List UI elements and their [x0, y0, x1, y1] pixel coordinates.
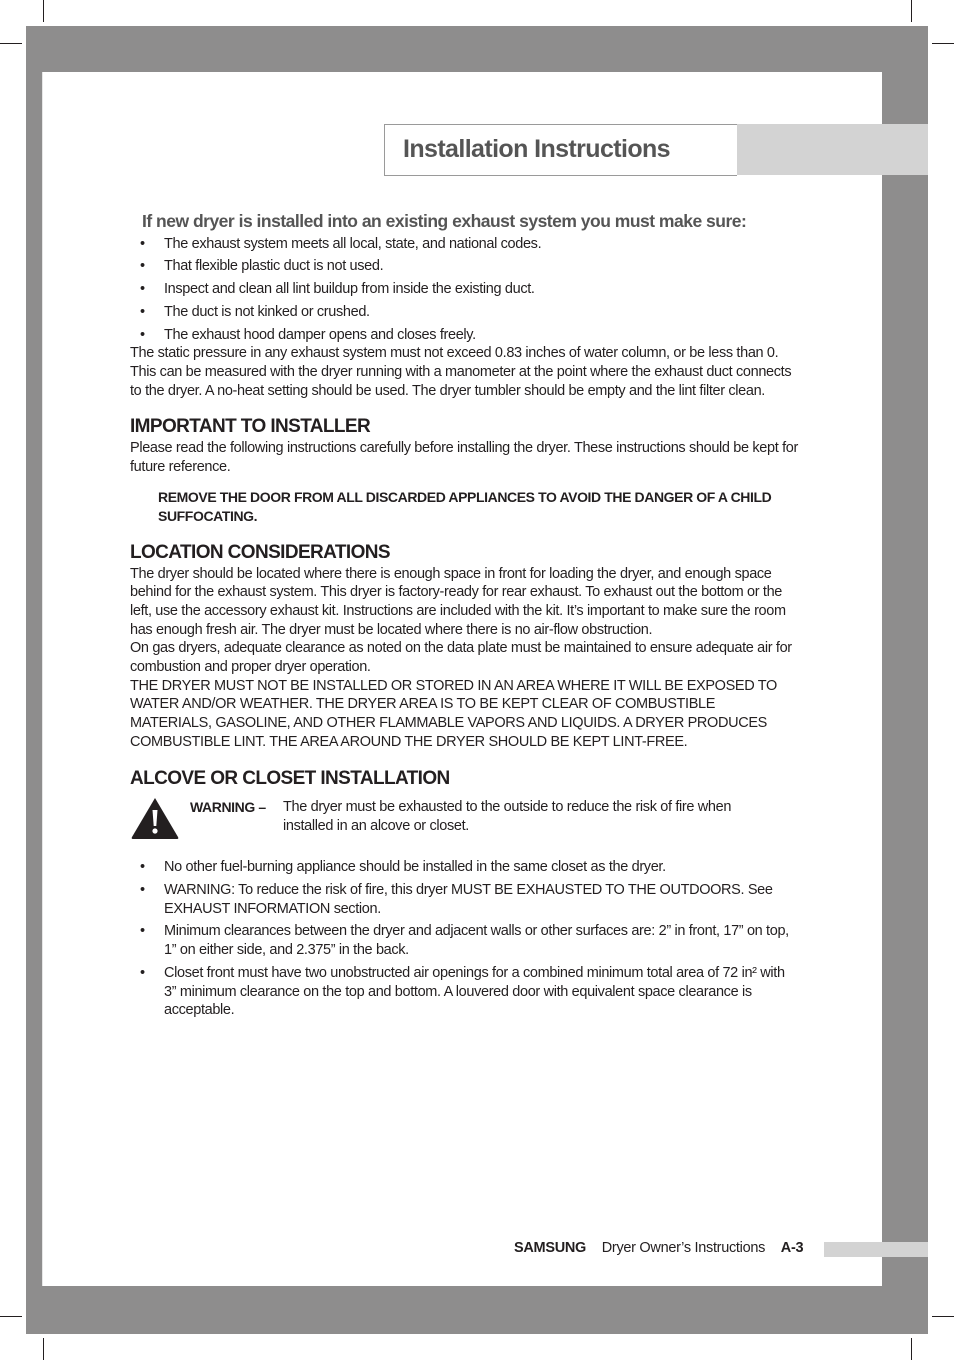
static-pressure-paragraph: The static pressure in any exhaust system must not exceed 0.83 inches of water column, or be less than 0. This can be measured with the dryer running with a manometer at the point where the exhaust duct connects to the dryer. A no-heat setting should be used. The dryer tumbler should be empty and the lint filter clean.	[130, 345, 792, 399]
important-heading: IMPORTANT TO INSTALLER	[130, 416, 371, 438]
list-item: • The exhaust system meets all local, state, and national codes.	[130, 235, 800, 254]
footer	[514, 1240, 803, 1260]
warning-label: WARNING –	[190, 799, 266, 816]
bottom-frame-band	[26, 1286, 928, 1334]
warning-text: The dryer must be exhausted to the outside to reduce the risk of fire when installed in an alcove or closet.	[283, 799, 732, 834]
list-item: • The exhaust hood damper opens and closes freely.	[130, 326, 800, 345]
page-title: Installation Instructions	[403, 135, 670, 163]
list-item: • Minimum clearances between the dryer and adjacent walls or other surfaces are: 2” in front, 17” on top, 1” on either side, and 2.375” in the back.	[130, 922, 800, 959]
alcove-heading: ALCOVE OR CLOSET INSTALLATION	[130, 767, 450, 789]
left-frame-band	[26, 26, 42, 1334]
crop-mark	[932, 43, 954, 44]
crop-mark	[0, 1316, 22, 1317]
alcove-requirements-list	[130, 858, 800, 1020]
list-item: • Inspect and clean all lint buildup from inside the existing duct.	[130, 280, 800, 299]
list-item: • No other fuel-burning appliance should be installed in the same closet as the dryer.	[130, 858, 800, 877]
list-item: • Closet front must have two unobstructed air openings for a combined minimum total area of 72 in² with 3” minimum clearance on the top and bottom. A louvered door with equivalent space clearance is acceptable.	[130, 964, 800, 1020]
important-paragraph: Please read the following instructions carefully before installing the dryer. These instructions should be kept for future reference.	[130, 440, 798, 475]
location-heading: LOCATION CONSIDERATIONS	[130, 541, 390, 563]
list-item: • That flexible plastic duct is not used.	[130, 257, 800, 276]
left-edge-line	[42, 72, 43, 1286]
page-number: A-3	[780, 1240, 804, 1256]
exhaust-lead: If new dryer is installed into an existing exhaust system you must make sure:	[142, 211, 747, 231]
footer-brand: SAMSUNG	[514, 1240, 587, 1256]
crop-mark	[911, 1338, 912, 1360]
storage-warning-paragraph: THE DRYER MUST NOT BE INSTALLED OR STORED IN AN AREA WHERE IT WILL BE EXPOSED TO WATER AND/OR WEATHER. THE DRYER AREA IS TO BE KEPT CLEAR OF COMBUSTIBLE MATERIALS, GASOLINE, AND OTHER FLAMMABLE VAPORS AND LIQUIDS. A DRYER PRODUCES COMBUSTIBLE LINT. THE AREA AROUND THE DRYER SHOULD BE KEPT LINT-FREE.	[130, 677, 777, 750]
crop-mark	[43, 1338, 44, 1360]
gas-clearance-paragraph: On gas dryers, adequate clearance as noted on the data plate must be maintained to ensure adequate air for combustion and proper dryer operation.	[130, 640, 792, 676]
warning-block	[130, 794, 800, 858]
door-caution: REMOVE THE DOOR FROM ALL DISCARDED APPLIANCES TO AVOID THE DANGER OF A CHILD SUFFOCATING.	[158, 489, 772, 525]
exhaust-checklist	[130, 235, 800, 345]
list-item: • WARNING: To reduce the risk of fire, this dryer MUST BE EXHAUSTED TO THE OUTDOORS. See EXHAUST INFORMATION section.	[130, 881, 800, 918]
title-accent-bar	[737, 124, 928, 175]
crop-mark	[0, 43, 22, 44]
crop-mark	[43, 0, 44, 22]
footer-doc-title: Dryer Owner’s Instructions	[601, 1240, 766, 1256]
crop-mark	[932, 1316, 954, 1317]
footer-accent-bar	[824, 1242, 928, 1257]
top-frame-band	[26, 26, 928, 72]
location-paragraph: The dryer should be located where there is enough space in front for loading the dryer, and enough space behind for the exhaust system. This dryer is factory-ready for rear exhaust. To exhaust out the bottom or the left, use the accessory exhaust kit. Instructions are included with the kit. It’s important to make sure the room has enough fresh air. The dryer must be located where there is no air-flow obstruction.	[130, 565, 786, 638]
crop-mark	[911, 0, 912, 22]
warning-triangle-icon	[130, 796, 180, 846]
page-title-box	[384, 124, 737, 176]
main-content	[130, 212, 800, 1024]
right-frame-band	[882, 26, 928, 1334]
list-item: • The duct is not kinked or crushed.	[130, 303, 800, 322]
